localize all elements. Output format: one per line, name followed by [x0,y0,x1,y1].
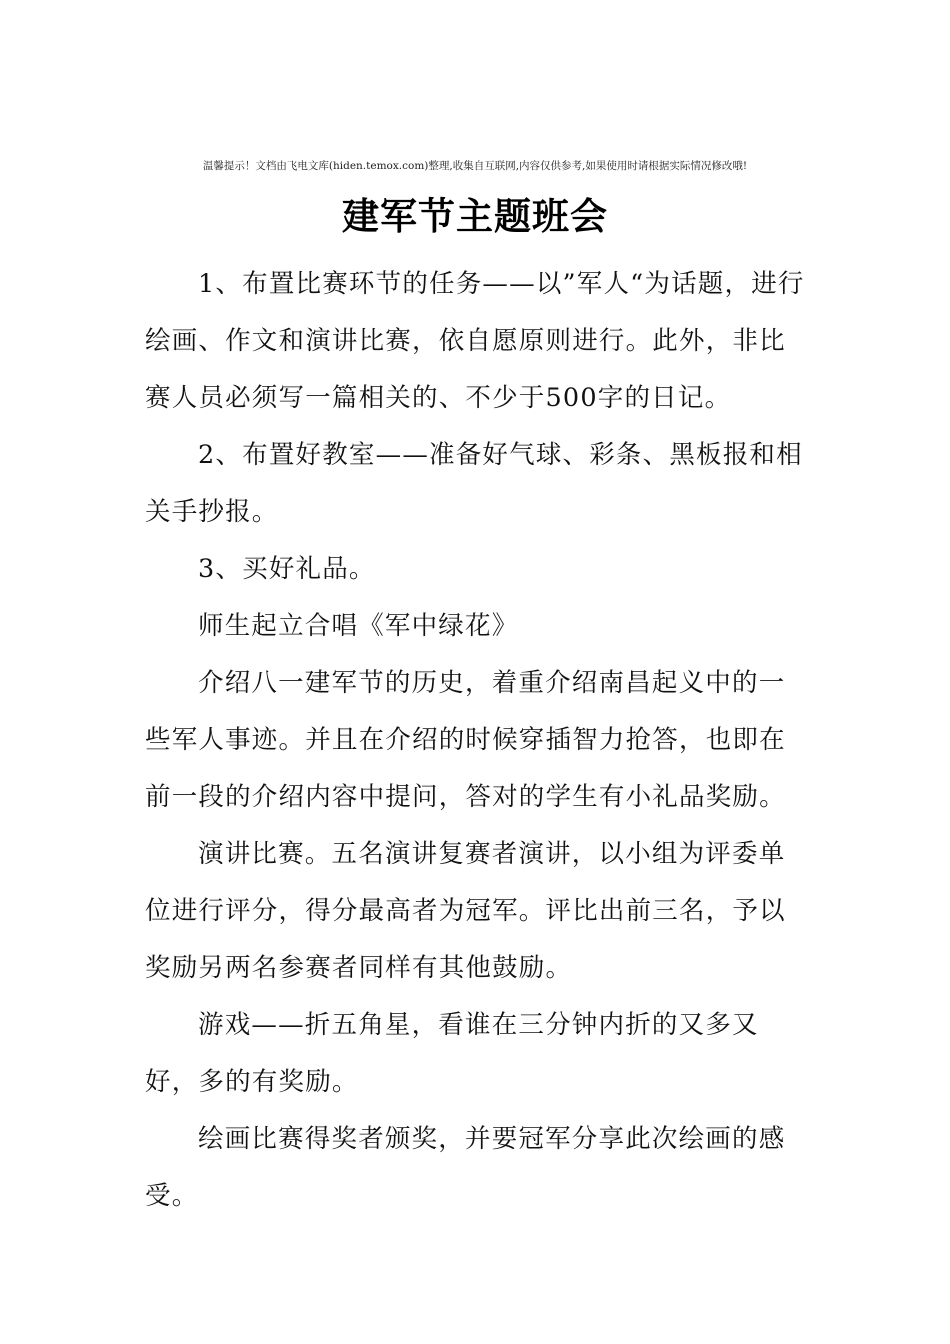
paragraph-gifts: 3、买好礼品。 [198,554,376,584]
page-title: 建军节主题班会 [342,194,608,238]
paragraph-chorus: 师生起立合唱《军中绿花》 [198,611,519,641]
paragraph-history: 介绍八一建军节的历史，着重介绍南昌起义中的一些军人事迹。并且在介绍的时候穿插智力抢答，也即在前一段的介绍内容中提问，答对的学生有小礼品奖励。 [145,668,786,812]
paragraph-speech-contest: 演讲比赛。五名演讲复赛者演讲，以小组为评委单位进行评分，得分最高者为冠军。评比出前三名，予以奖励另两名参赛者同样有其他鼓励。 [145,839,786,983]
paragraph-award: 绘画比赛得奖者颁奖，并要冠军分享此次绘画的感受。 [145,1124,786,1211]
header-notice: 温馨提示！文档由飞电文库(hiden.temox.com)整理,收集自互联网,内容仅供参考,如果使用时请根据实际情况修改哦! [202,160,748,172]
paragraph-task-competition: 1、布置比赛环节的任务——以”军人“为话题，进行绘画、作文和演讲比赛，依自愿原则进行。此外，非比赛人员必须写一篇相关的、不少于500字的日记。 [145,269,805,413]
paragraph-game: 游戏——折五角星，看谁在三分钟内折的又多又好，多的有奖励。 [145,1010,759,1097]
document-body [145,256,810,1225]
paragraph-classroom-setup: 2、布置好教室——准备好气球、彩条、黑板报和相关手抄报。 [145,440,803,527]
